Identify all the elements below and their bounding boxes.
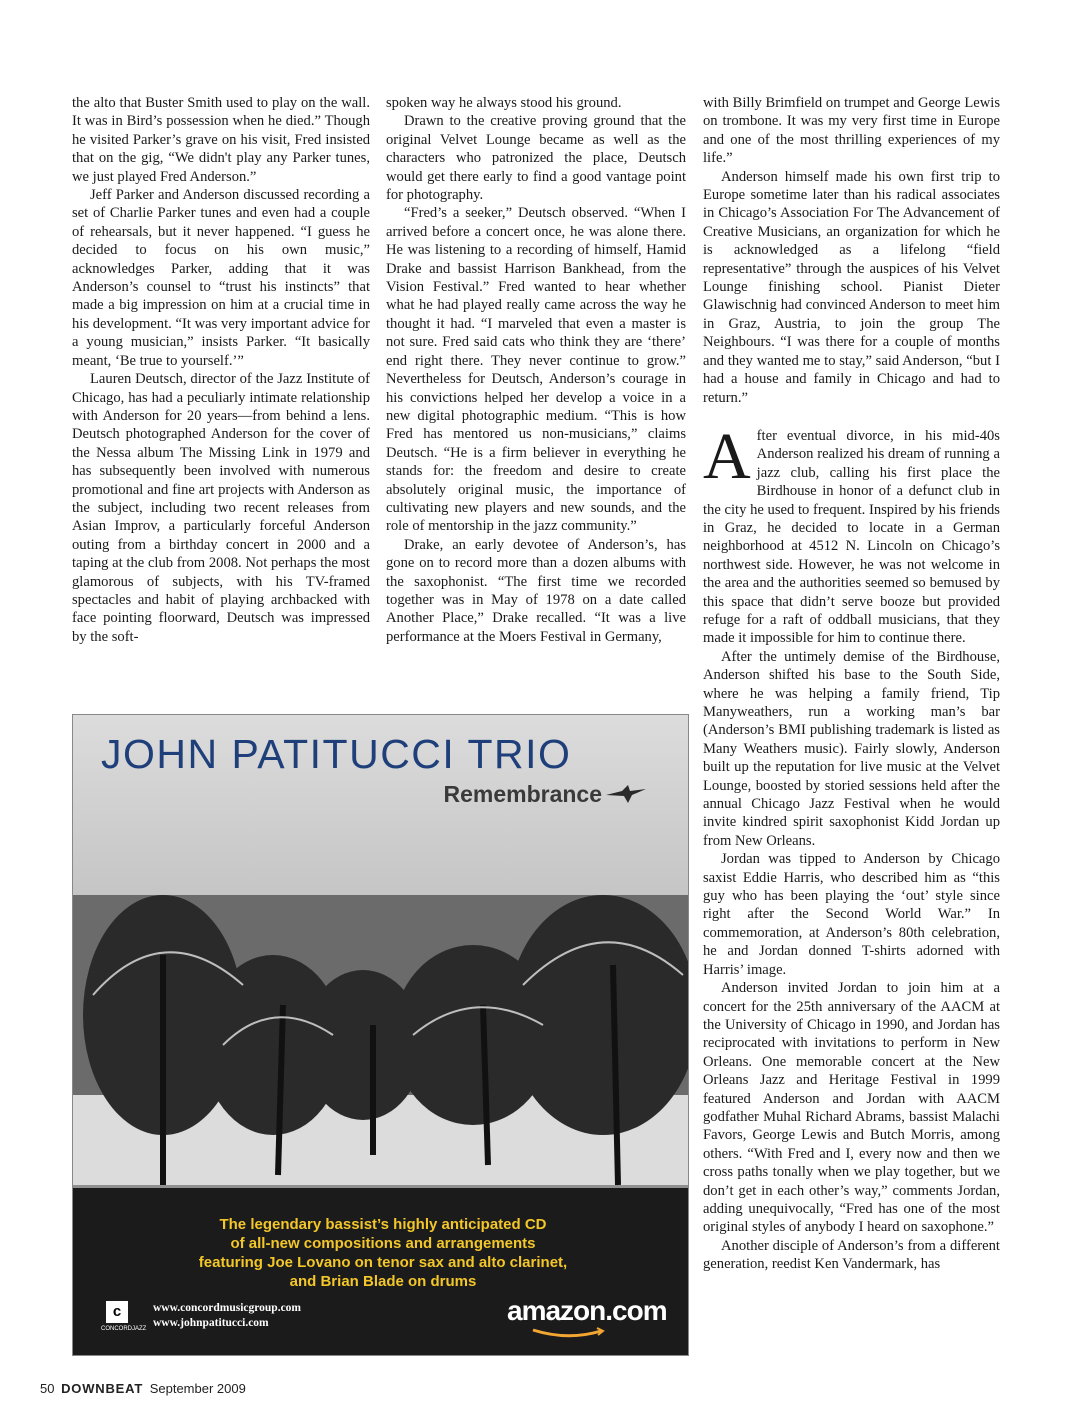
section-opening-paragraph [703, 419, 1000, 648]
amazon-smile-icon [513, 1327, 613, 1341]
paragraph: “Fred’s a seeker,” Deutsch observed. “When I arrived before a concert once, he was alone there. He was listening to a recording of himself, Hamid Drake and bassist Harrison Bankhead, from the Vision Festival.” Fred wanted to hear whether what he had played really came across the way he thought it had. “I marveled that even a master is not sure. Fred said cats who think they are ‘there’ end right there. They never continue to grow.” Nevertheless for Deutsch, Anderson’s courage in his convictions helped her develop a voice in a new digital photographic medium. “This is how Fred has mentored us non-musicians,” claims Deutsch. “He is a firm believer in everything he stands for: the freedom and desire to create absolutely original music, the importance of cultivating new players and new sounds, and the role of mentorship in the jazz community.” [386, 205, 686, 535]
tagline-line: The legendary bassist’s highly anticipated CD [219, 1216, 547, 1233]
paragraph: Anderson invited Jordan to join him at a concert for the 25th anniversary of the AACM at the University of Chicago in 1990, and Jordan has reciprocated with invitations to perform in New Orleans. One memorable concert at the New Orleans Jazz and Heritage Festival in 1999 featured Anderson and Jordan with AACM godfather Muhal Richard Abrams, bassist Malachi Favors, George Lewis and Butch Morris, among others. “With Fred and I, every now and then we cross paths tonally when we play together, but we don’t get in each other’s way,” comments Jordan, adding unequivocally, “Fred has one of the most original styles of anybody I heard on saxophone.” [703, 980, 1000, 1236]
ad-title: JOHN PATITUCCI TRIO [101, 731, 572, 777]
amazon-logo: amazon.com [507, 1295, 667, 1326]
tagline-line: featuring Joe Lovano on tenor sax and alto clarinet, [198, 1254, 568, 1271]
paragraph: Lauren Deutsch, director of the Jazz Institute of Chicago, has had a peculiarly intimate relationship with Anderson for 20 years—from behind a lens. Deutsch photographed Anderson for the cover of the Nessa album The Missing Link in 1979 and has subsequently been involved with numerous promotional and fine art projects with Anderson as the subject, including two recent releases from Asian Improv, a particularly forceful Anderson outing from a birthday concert in 2000 and a taping at the club from 2008. Not perhaps the most glamorous of subjects, with his TV-framed spectacles and habit of playing archbacked with face pointing floorward, Deutsch was impressed by the soft- [72, 371, 370, 645]
ad-album-title: Remembrance [443, 781, 602, 807]
article-column-2 [386, 94, 686, 646]
tagline-line: and Brian Blade on drums [289, 1273, 477, 1290]
album-advertisement [72, 714, 689, 1356]
ad-url[interactable]: www.concordmusicgroup.com [153, 1302, 302, 1314]
paragraph: Jordan was tipped to Anderson by Chicago saxist Eddie Harris, who described him as “this guy who has been playing the ‘out’ style since right after the Second World War.” In commemoration, at Anderson’s 80th celebration, he and Jordan donned T-shirts adorned with Harris’ image. [703, 851, 1000, 978]
bird-icon [604, 783, 648, 805]
concord-logo-text: CONCORDJAZZ [101, 1326, 147, 1332]
page-footer [40, 1381, 246, 1396]
ad-tagline [143, 1215, 623, 1291]
paragraph: Drawn to the creative proving ground that the original Velvet Lounge became as well as the characters who patronized the place, Deutsch would get there early to find a good vantage point for photography. [386, 113, 686, 204]
paragraph: After the untimely demise of the Birdhouse, Anderson shifted his base to the South Side, where he was helping a family friend, Tip Manyweathers, run a working man’s bar (Anderson’s BMI publishing trademark is listed as Many Weathers music). Fairly slowly, Anderson built up the reputation for live music at the Velvet Lounge, boosted by storied sessions held after the annual Chicago Jazz Festival when he would invite kindred spirit saxophonist Kidd Jordan up from New Orleans. [703, 648, 1000, 849]
ad-url[interactable]: www.johnpatitucci.com [153, 1317, 269, 1329]
page-number: 50 [40, 1381, 55, 1396]
magazine-name: DOWNBEAT [61, 1381, 144, 1396]
article-column-3 [703, 94, 1000, 1274]
tagline-line: of all-new compositions and arrangements [230, 1235, 536, 1252]
paragraph: Drake, an early devotee of Anderson’s, has gone on to record more than a dozen albums with the saxophonist. “The first time we recorded together was in May of 1978 on a date called Another Place,” Drake recalled. “It was a live performance at the Moers Festival in Germany, [386, 536, 686, 645]
paragraph: Another disciple of Anderson’s from a different generation, reedist Ken Vandermark, has [703, 1237, 1000, 1273]
paragraph-text: fter eventual divorce, in his mid-40s Anderson realized his dream of running a jazz club, calling his first place the Birdhouse in honor of a defunct club in the city he used to frequent. Inspired by his friends in Graz, he decided to locate in a German neighborhood at 4512 N. Lincoln on Chicago’s northwest side. However, he was not welcome in the area and the authorities seemed so bemused by this space that didn’t serve booze but provided refuge for a raft of oddball musicians, that they made it impossible for him to continue there. [703, 427, 1000, 647]
drop-cap: A [703, 419, 751, 493]
concord-jazz-logo [101, 1301, 147, 1332]
paragraph: Jeff Parker and Anderson discussed recording a set of Charlie Parker tunes and even had a couple of rehearsals, but it never happened. “I guess he decided to focus on his own music,” acknowledges Parker, adding that it was Anderson’s counsel to “trust his instincts” that made a big impression on him at a crucial time in his development. “It was very important advice for a young musician,” insists Parker. “It basically meant, ‘Be true to yourself.’” [72, 187, 370, 369]
ad-urls [153, 1301, 301, 1331]
paragraph: Anderson himself made his own first trip to Europe sometime later than his radical associates in Chicago’s Association For The Advancement of Creative Musicians, an organization for which he is acknowledged as a lifelong “field representative” through the auspices of his Velvet Lounge finishing school. Pianist Dieter Glawischnig had convinced Anderson to meet him in Graz, Austria, to join the group The Neighbours. “I was there for a couple of months and they wanted me to stay,” said Anderson, “but I had a house and family in Chicago and had to return.” [703, 168, 1000, 406]
article-column-1 [72, 94, 370, 646]
paragraph: the alto that Buster Smith used to play on the wall. It was in Bird’s possession when he died.” Though he visited Parker’s grave on his visit, Fred insisted that on the gig, “We didn't play any Parker tunes, we just played Fred Anderson.” [72, 95, 370, 185]
issue-date: September 2009 [149, 1381, 246, 1396]
paragraph: spoken way he always stood his ground. [386, 95, 622, 111]
paragraph: with Billy Brimfield on trumpet and George Lewis on trombone. It was my very first time in Europe and one of the most thrilling experiences of my life.” [703, 95, 1000, 167]
concord-logo-mark: c [106, 1301, 128, 1323]
